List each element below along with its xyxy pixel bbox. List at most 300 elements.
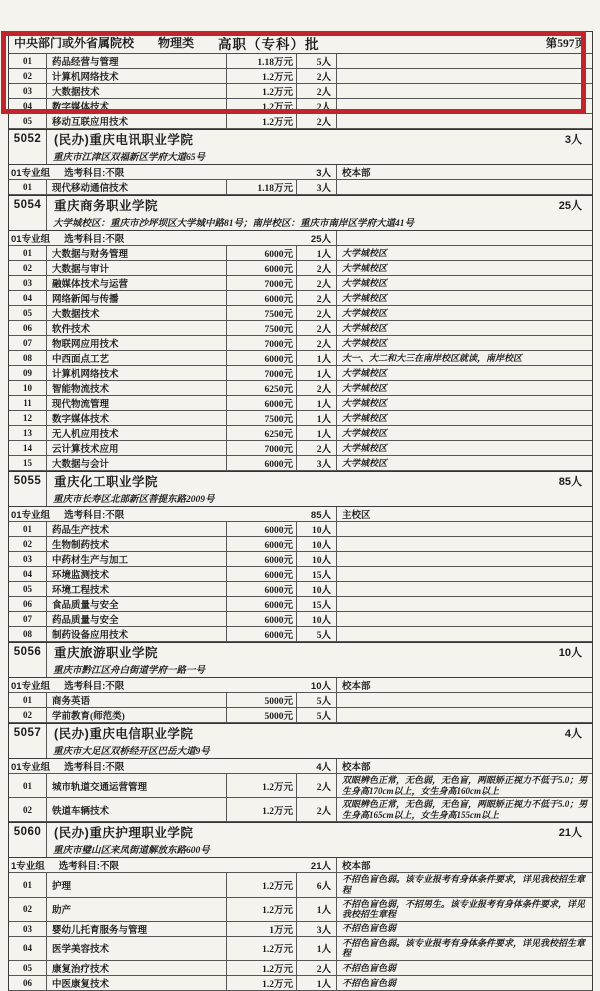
- program-row: [9, 180, 592, 195]
- school-address-row: [9, 214, 592, 230]
- program-count: 1人: [296, 937, 336, 960]
- school-address-row: [9, 661, 592, 677]
- program-code: 10: [23, 383, 32, 393]
- header-batch: 高职（专科）批: [218, 36, 320, 52]
- program-major: 制药设备应用技术: [46, 627, 226, 641]
- program-count: 2人: [296, 306, 336, 320]
- program-row: [9, 922, 592, 937]
- program-row: [9, 381, 592, 396]
- program-row: [9, 336, 592, 351]
- group-label-cell: [9, 231, 296, 245]
- school-total-count: 10人: [558, 647, 582, 659]
- group-header-row: [9, 677, 592, 693]
- address-spacer: [9, 841, 46, 857]
- program-row: [9, 582, 592, 597]
- program-code: 08: [23, 629, 32, 639]
- group-count: 4人: [316, 762, 331, 773]
- school-name: (民办)重庆护理职业学院: [46, 823, 559, 841]
- program-remark-text: 双眼辨色正常，无色弱，无色盲，两眼矫正视力不低于5.0；男生身高165cm以上，女生身高155cm以上: [342, 799, 588, 820]
- school-sections: [9, 129, 592, 991]
- program-code: 06: [23, 977, 32, 988]
- school-row: [9, 723, 592, 742]
- program-row: [9, 426, 592, 441]
- school-address-row: [9, 490, 592, 506]
- program-remark-text: 大学城校区: [342, 397, 388, 408]
- group-program-rows: [9, 522, 592, 642]
- program-remark: [336, 774, 592, 797]
- program-count: 2人: [296, 99, 336, 113]
- program-tuition: 1.2万元: [226, 937, 296, 960]
- program-tuition: 6000元: [226, 351, 296, 365]
- group-campus: 校本部: [336, 165, 592, 179]
- school-total-count: 3人: [564, 134, 582, 146]
- program-code: 04: [23, 101, 32, 111]
- program-count: 15人: [296, 597, 336, 611]
- program-tuition: 7500元: [226, 321, 296, 335]
- program-tuition: 7500元: [226, 306, 296, 320]
- program-major: 大数据技术: [46, 306, 226, 320]
- program-remark: [336, 426, 592, 440]
- program-major: 移动互联应用技术: [46, 114, 226, 128]
- header-school-type: 中央部门或外省属院校: [14, 36, 135, 50]
- group-subject-requirement: 选考科目:不限: [64, 510, 125, 521]
- program-code: 05: [23, 116, 32, 126]
- program-row: [9, 291, 592, 306]
- program-remark: [336, 456, 592, 470]
- program-tuition: 6000元: [226, 291, 296, 305]
- address-spacer: [9, 214, 46, 230]
- school-code: 5052: [13, 133, 42, 145]
- program-code: 02: [23, 904, 32, 915]
- program-tuition: 1万元: [226, 922, 296, 936]
- program-tuition: 1.2万元: [226, 898, 296, 921]
- program-major: 环境监测技术: [46, 567, 226, 581]
- school-address: 大学城校区：重庆市沙坪坝区大学城中路81号；南岸校区：重庆市南岸区学府大道41号: [46, 214, 592, 230]
- program-tuition: 1.2万元: [226, 99, 296, 113]
- program-remark-text: 不招色盲色弱。该专业报考有身体条件要求，详见我校招生章程: [342, 937, 586, 959]
- address-spacer: [9, 148, 46, 164]
- school-section: [9, 723, 592, 822]
- program-code: 03: [23, 923, 32, 934]
- school-code: 5054: [13, 199, 42, 211]
- program-row: [9, 937, 592, 961]
- program-remark-text: 不招色盲色弱: [342, 923, 397, 934]
- group-label: 1专业组: [11, 861, 45, 873]
- school-section: [9, 129, 592, 195]
- program-remark-text: 双眼辨色正常，无色弱，无色盲，两眼矫正视力不低于5.0；男生身高170cm以上，女生身高160cm以上: [342, 775, 588, 796]
- group-program-rows: [9, 180, 592, 195]
- program-count: 6人: [296, 873, 336, 896]
- school-address: 重庆市江津区双福新区学府大道65号: [46, 148, 592, 164]
- program-code: 04: [23, 569, 32, 579]
- program-tuition: 1.18万元: [226, 180, 296, 194]
- program-count: 15人: [296, 567, 336, 581]
- program-remark-text: 大学城校区: [342, 457, 388, 468]
- group-header-row: [9, 857, 592, 873]
- school-code: 5060: [13, 826, 42, 839]
- program-count: 1人: [296, 976, 336, 990]
- school-row: [9, 195, 592, 214]
- program-major: 城市轨道交通运营管理: [46, 774, 226, 797]
- school-groups: [9, 230, 592, 471]
- program-code: 02: [23, 710, 32, 720]
- program-remark-text: 大学城校区: [342, 277, 388, 288]
- program-tuition: 6250元: [226, 426, 296, 440]
- school-groups: [9, 677, 592, 723]
- school-address: 重庆市璧山区来凤街道解放东路600号: [46, 841, 592, 857]
- school-section: [9, 471, 592, 642]
- program-tuition: 7000元: [226, 276, 296, 290]
- program-code: 06: [23, 599, 32, 609]
- group-header-row: [9, 506, 592, 522]
- group-label: 01专业组: [11, 762, 51, 773]
- program-tuition: 1.2万元: [226, 976, 296, 990]
- program-row: [9, 69, 592, 84]
- program-major: 物联网应用技术: [46, 336, 226, 350]
- program-code: 12: [23, 413, 32, 423]
- group-program-rows: [9, 873, 592, 991]
- program-major: 商务英语: [46, 693, 226, 707]
- program-major: 无人机应用技术: [46, 426, 226, 440]
- school-groups: [9, 164, 592, 195]
- program-count: 5人: [296, 627, 336, 641]
- program-major: 药品生产技术: [46, 522, 226, 536]
- group-label: 01专业组: [11, 234, 51, 245]
- school-total-count: 21人: [558, 827, 582, 840]
- program-count: 2人: [296, 321, 336, 335]
- program-code: 09: [23, 368, 32, 378]
- program-remark: [336, 396, 592, 410]
- program-major: 智能物流技术: [46, 381, 226, 395]
- program-remark: [336, 708, 592, 722]
- program-tuition: 6000元: [226, 627, 296, 641]
- program-code: 01: [23, 248, 32, 258]
- program-count: 3人: [296, 456, 336, 470]
- program-remark: [336, 961, 592, 975]
- program-row: [9, 321, 592, 336]
- program-major: 铁道车辆技术: [46, 798, 226, 821]
- program-count: 3人: [296, 922, 336, 936]
- program-tuition: 1.2万元: [226, 69, 296, 83]
- program-remark: [336, 54, 592, 68]
- program-remark-text: 大学城校区: [342, 442, 388, 453]
- group-count: 85人: [310, 510, 331, 521]
- program-remark-text: 大学城校区: [342, 247, 388, 258]
- school-total-count: 25人: [558, 200, 582, 212]
- group-label: 01专业组: [11, 510, 51, 521]
- program-remark: [336, 114, 592, 128]
- program-row: [9, 612, 592, 627]
- group-subject-requirement: 选考科目:不限: [64, 681, 125, 692]
- program-count: 2人: [296, 441, 336, 455]
- program-code: 05: [23, 962, 32, 973]
- program-tuition: 5000元: [226, 708, 296, 722]
- program-code: 04: [23, 293, 32, 303]
- program-count: 1人: [296, 366, 336, 380]
- program-major: 计算机网络技术: [46, 366, 226, 380]
- program-row: [9, 898, 592, 922]
- school-groups: [9, 857, 592, 991]
- program-tuition: 6000元: [226, 261, 296, 275]
- program-major: 中西面点工艺: [46, 351, 226, 365]
- program-count: 2人: [296, 114, 336, 128]
- program-tuition: 1.2万元: [226, 873, 296, 896]
- program-row: [9, 366, 592, 381]
- program-major: 现代物流管理: [46, 396, 226, 410]
- program-major: 婴幼儿托育服务与管理: [46, 922, 226, 936]
- program-tuition: 7000元: [226, 336, 296, 350]
- program-remark: [336, 366, 592, 380]
- program-major: 生物制药技术: [46, 537, 226, 551]
- program-code: 02: [23, 263, 32, 273]
- program-row: [9, 873, 592, 897]
- program-row: [9, 261, 592, 276]
- program-count: 2人: [296, 774, 336, 797]
- school-row: [9, 471, 592, 490]
- program-major: 医学美容技术: [46, 937, 226, 960]
- group-label-cell: [9, 507, 296, 521]
- school-address: 重庆市黔江区舟白街道学府一路一号: [46, 661, 592, 677]
- program-tuition: 1.18万元: [226, 54, 296, 68]
- program-remark: [336, 261, 592, 275]
- program-code: 01: [23, 56, 32, 66]
- program-remark: [336, 627, 592, 641]
- program-code: 06: [23, 323, 32, 333]
- program-code: 01: [23, 695, 32, 705]
- program-tuition: 6000元: [226, 456, 296, 470]
- program-major: 融媒体技术与运营: [46, 276, 226, 290]
- program-remark-text: 不招色盲色弱: [342, 977, 397, 988]
- program-tuition: 6000元: [226, 246, 296, 260]
- program-count: 1人: [296, 396, 336, 410]
- program-count: 10人: [296, 612, 336, 626]
- program-count: 1人: [296, 246, 336, 260]
- program-row: [9, 99, 592, 114]
- program-major: 中医康复技术: [46, 976, 226, 990]
- program-major: 康复治疗技术: [46, 961, 226, 975]
- program-row: [9, 396, 592, 411]
- program-row: [9, 976, 592, 991]
- group-label-cell: [9, 858, 296, 872]
- group-label-cell: [9, 678, 296, 692]
- program-code: 01: [23, 182, 32, 192]
- program-row: [9, 693, 592, 708]
- group-header-row: [9, 164, 592, 180]
- group-campus: 校本部: [336, 759, 592, 773]
- program-count: 2人: [296, 291, 336, 305]
- program-count: 2人: [296, 276, 336, 290]
- program-tuition: 7000元: [226, 441, 296, 455]
- program-code: 07: [23, 614, 32, 624]
- program-major: 云计算技术应用: [46, 441, 226, 455]
- school-code: 5056: [13, 646, 42, 658]
- program-remark-text: 大学城校区: [342, 292, 388, 303]
- group-count: 10人: [310, 681, 331, 692]
- program-tuition: 6000元: [226, 552, 296, 566]
- program-code: 03: [23, 554, 32, 564]
- program-major: 学前教育(师范类): [46, 708, 226, 722]
- program-tuition: 6000元: [226, 597, 296, 611]
- program-major: 软件技术: [46, 321, 226, 335]
- school-section: [9, 195, 592, 471]
- program-major: 药品经营与管理: [46, 54, 226, 68]
- top-programs: [9, 54, 592, 129]
- program-remark-text: 大学城校区: [342, 337, 388, 348]
- program-row: [9, 54, 592, 69]
- program-row: [9, 411, 592, 426]
- program-code: 02: [23, 804, 32, 815]
- school-row: [9, 822, 592, 841]
- program-remark-text: 大学城校区: [342, 322, 388, 333]
- program-remark: [336, 798, 592, 821]
- program-major: 网络新闻与传播: [46, 291, 226, 305]
- address-spacer: [9, 661, 46, 677]
- program-major: 食品质量与安全: [46, 597, 226, 611]
- program-code: 13: [23, 428, 32, 438]
- program-code: 03: [23, 278, 32, 288]
- program-count: 2人: [296, 261, 336, 275]
- program-major: 大数据与审计: [46, 261, 226, 275]
- school-address-row: [9, 148, 592, 164]
- program-major: 中药材生产与加工: [46, 552, 226, 566]
- program-code: 04: [23, 943, 32, 954]
- program-code: 02: [23, 71, 32, 81]
- program-remark: [336, 411, 592, 425]
- program-remark: [336, 246, 592, 260]
- program-row: [9, 276, 592, 291]
- program-remark: [336, 321, 592, 335]
- address-spacer: [9, 490, 46, 506]
- program-tuition: 1.2万元: [226, 774, 296, 797]
- program-code: 15: [23, 458, 32, 468]
- program-tuition: 7000元: [226, 366, 296, 380]
- program-tuition: 5000元: [226, 693, 296, 707]
- program-remark-text: 大学城校区: [342, 367, 388, 378]
- program-code: 03: [23, 86, 32, 96]
- program-major: 数字媒体技术: [46, 411, 226, 425]
- program-remark-text: 不招色盲色弱，不招男生。该专业报考有身体条件要求，详见我校招生章程: [342, 898, 586, 920]
- program-count: 2人: [296, 798, 336, 821]
- school-name: 重庆商务职业学院: [46, 196, 559, 214]
- program-count: 1人: [296, 351, 336, 365]
- program-count: 5人: [296, 54, 336, 68]
- program-tuition: 6000元: [226, 522, 296, 536]
- program-major: 护理: [46, 873, 226, 896]
- program-count: 10人: [296, 552, 336, 566]
- program-remark-text: 大学城校区: [342, 307, 388, 318]
- school-groups: [9, 758, 592, 822]
- program-code: 01: [23, 780, 32, 791]
- program-row: [9, 84, 592, 99]
- program-count: 10人: [296, 522, 336, 536]
- program-row: [9, 798, 592, 822]
- school-address-row: [9, 742, 592, 758]
- program-remark-text: 大学城校区: [342, 412, 388, 423]
- school-address-row: [9, 841, 592, 857]
- program-tuition: 6000元: [226, 396, 296, 410]
- header-category: 物理类: [158, 36, 195, 50]
- program-tuition: 1.2万元: [226, 114, 296, 128]
- program-remark: [336, 336, 592, 350]
- group-subject-requirement: 选考科目:不限: [64, 762, 125, 773]
- school-name: 重庆旅游职业学院: [46, 643, 559, 661]
- group-label-cell: [9, 165, 296, 179]
- program-row: [9, 708, 592, 723]
- program-count: 10人: [296, 582, 336, 596]
- group-label: 01专业组: [11, 681, 51, 692]
- program-row: [9, 441, 592, 456]
- school-address: 重庆市大足区双桥经开区巴岳大道9号: [46, 742, 592, 758]
- program-remark: [336, 922, 592, 936]
- school-name: 重庆化工职业学院: [46, 472, 559, 490]
- program-remark: [336, 381, 592, 395]
- school-total-count: 85人: [558, 476, 582, 488]
- group-campus: 主校区: [336, 507, 592, 521]
- program-row: [9, 351, 592, 366]
- program-remark: [336, 522, 592, 536]
- program-remark: [336, 276, 592, 290]
- program-major: 大数据与会计: [46, 456, 226, 470]
- program-remark-text: 大学城校区: [342, 427, 388, 438]
- program-row: [9, 961, 592, 976]
- group-program-rows: [9, 774, 592, 822]
- program-code: 05: [23, 584, 32, 594]
- program-remark: [336, 898, 592, 921]
- program-code: 11: [23, 398, 32, 408]
- program-row: [9, 246, 592, 261]
- program-major: 药品质量与安全: [46, 612, 226, 626]
- address-spacer: [9, 742, 46, 758]
- program-remark: [336, 306, 592, 320]
- program-count: 3人: [296, 180, 336, 194]
- program-count: 2人: [296, 336, 336, 350]
- program-row: [9, 522, 592, 537]
- program-count: 5人: [296, 708, 336, 722]
- program-remark: [336, 84, 592, 98]
- program-count: 2人: [296, 84, 336, 98]
- program-tuition: 6000元: [226, 567, 296, 581]
- program-code: 08: [23, 353, 32, 363]
- program-remark-text: 不招色盲色弱。该专业报考有身体条件要求，详见我校招生章程: [342, 874, 586, 895]
- program-count: 2人: [296, 69, 336, 83]
- school-name: (民办)重庆电讯职业学院: [46, 130, 565, 148]
- program-remark: [336, 180, 592, 194]
- program-remark: [336, 873, 592, 896]
- program-row: [9, 306, 592, 321]
- program-code: 02: [23, 539, 32, 549]
- group-header-row: [9, 758, 592, 774]
- program-remark: [336, 582, 592, 596]
- group-subject-requirement: 选考科目:不限: [58, 861, 119, 873]
- school-row: [9, 129, 592, 148]
- program-row: [9, 567, 592, 582]
- program-remark: [336, 567, 592, 581]
- program-remark: [336, 693, 592, 707]
- program-count: 2人: [296, 381, 336, 395]
- program-row: [9, 114, 592, 129]
- program-remark: [336, 537, 592, 551]
- program-remark: [336, 976, 592, 990]
- page-number: 第597页: [545, 37, 586, 50]
- group-label: 01专业组: [11, 168, 51, 179]
- program-remark: [336, 99, 592, 113]
- program-remark: [336, 937, 592, 960]
- program-count: 10人: [296, 537, 336, 551]
- program-major: 数字媒体技术: [46, 99, 226, 113]
- program-count: 1人: [296, 411, 336, 425]
- program-remark: [336, 597, 592, 611]
- program-major: 助产: [46, 898, 226, 921]
